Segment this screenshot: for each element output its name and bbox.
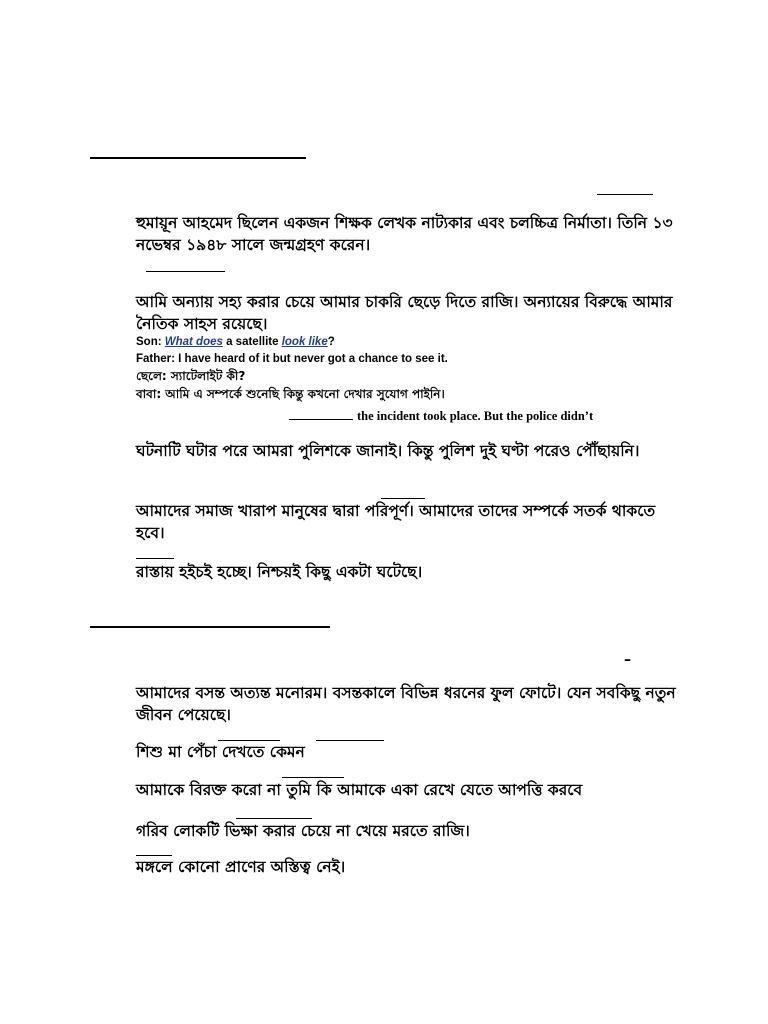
son-question-phrase: What does <box>164 336 223 348</box>
section-1-heading-rule <box>90 157 306 159</box>
paragraph-spring: আমাদের বসন্ত অত্যন্ত মনোরম। বসন্তকালে বিভিন্ন ধরনের ফুল ফোটে। যেন সবকিছু নতুন জীবন পেয়েছে। <box>136 684 676 724</box>
answer-blank-line <box>282 777 344 778</box>
answer-blank-line <box>146 271 225 272</box>
dialogue-son-english <box>136 334 335 350</box>
paragraph-moral-courage: আমি অন্যায় সহ্য করার চেয়ে আমার চাকরি ছেড়ে দিতে রাজি। অন্যায়ের বিরুদ্ধে আমার নৈতিক সাহস রয়েছে। <box>136 293 673 333</box>
paragraph-society: আমাদের সমাজ খারাপ মানুষের দ্বারা পরিপূর্ণ। আমাদের তাদের সম্পর্কে সতর্ক থাকতে হবে। <box>136 502 656 542</box>
son-question-end: ? <box>327 336 335 348</box>
dialogue-father-bangla: বাবা: আমি এ সম্পর্কে শুনেছি কিন্তু কখনো দেখার সুযোগ পাইনি। <box>136 387 445 401</box>
answer-blank-line <box>597 194 653 195</box>
son-question-middle: a satellite <box>222 336 282 348</box>
dialogue-father-english: Father: I have heard of it but never got a chance to see it. <box>136 353 448 365</box>
paragraph-police-incident: ঘটনাটি ঘটার পরে আমরা পুলিশকে জানাই। কিন্তু পুলিশ দুই ঘণ্টা পরেও পৌঁছায়নি। <box>136 442 640 460</box>
paragraph-poor-man: গরিব লোকটি ভিক্ষা করার চেয়ে না খেয়ে মরতে রাজি। <box>136 822 470 840</box>
son-question-phrase: look like <box>281 336 328 348</box>
paragraph-mars: মঙ্গলে কোনো প্রাণের অস্তিত্ব নেই। <box>136 858 346 876</box>
dialogue-son-bangla: ছেলে: স্যাটেলাইট কী? <box>136 369 246 383</box>
answer-blank-line <box>136 558 174 559</box>
answer-blank-line <box>236 818 312 819</box>
paragraph-dont-disturb: আমাকে বিরক্ত করো না তুমি কি আমাকে একা রেখে যেতে আপত্তি করবে <box>136 781 583 799</box>
incident-english-line <box>289 408 593 424</box>
paragraph-humayun-ahmed: হুমায়ূন আহমেদ ছিলেন একজন শিক্ষক লেখক নাট্যকার এবং চলচ্চিত্র নির্মাতা। তিনি ১৩ নভেম্বর ১৯৪৮ সালে জন্মগ্রহণ করেন। <box>136 214 673 254</box>
answer-blank <box>289 408 353 420</box>
son-label: Son: <box>136 336 165 348</box>
paragraph-street-commotion: রাস্তায় হইচই হচ্ছে। নিশ্চয়ই কিছু একটা ঘটেছে। <box>136 563 423 581</box>
paragraph-child-owl: শিশু মা পেঁচা দেখতে কেমন <box>136 743 305 761</box>
answer-blank-line <box>381 498 425 499</box>
incident-english-text: the incident took place. But the police didn’t <box>357 409 594 423</box>
section-2-heading-rule <box>90 626 330 628</box>
dash-mark: – <box>624 652 631 668</box>
